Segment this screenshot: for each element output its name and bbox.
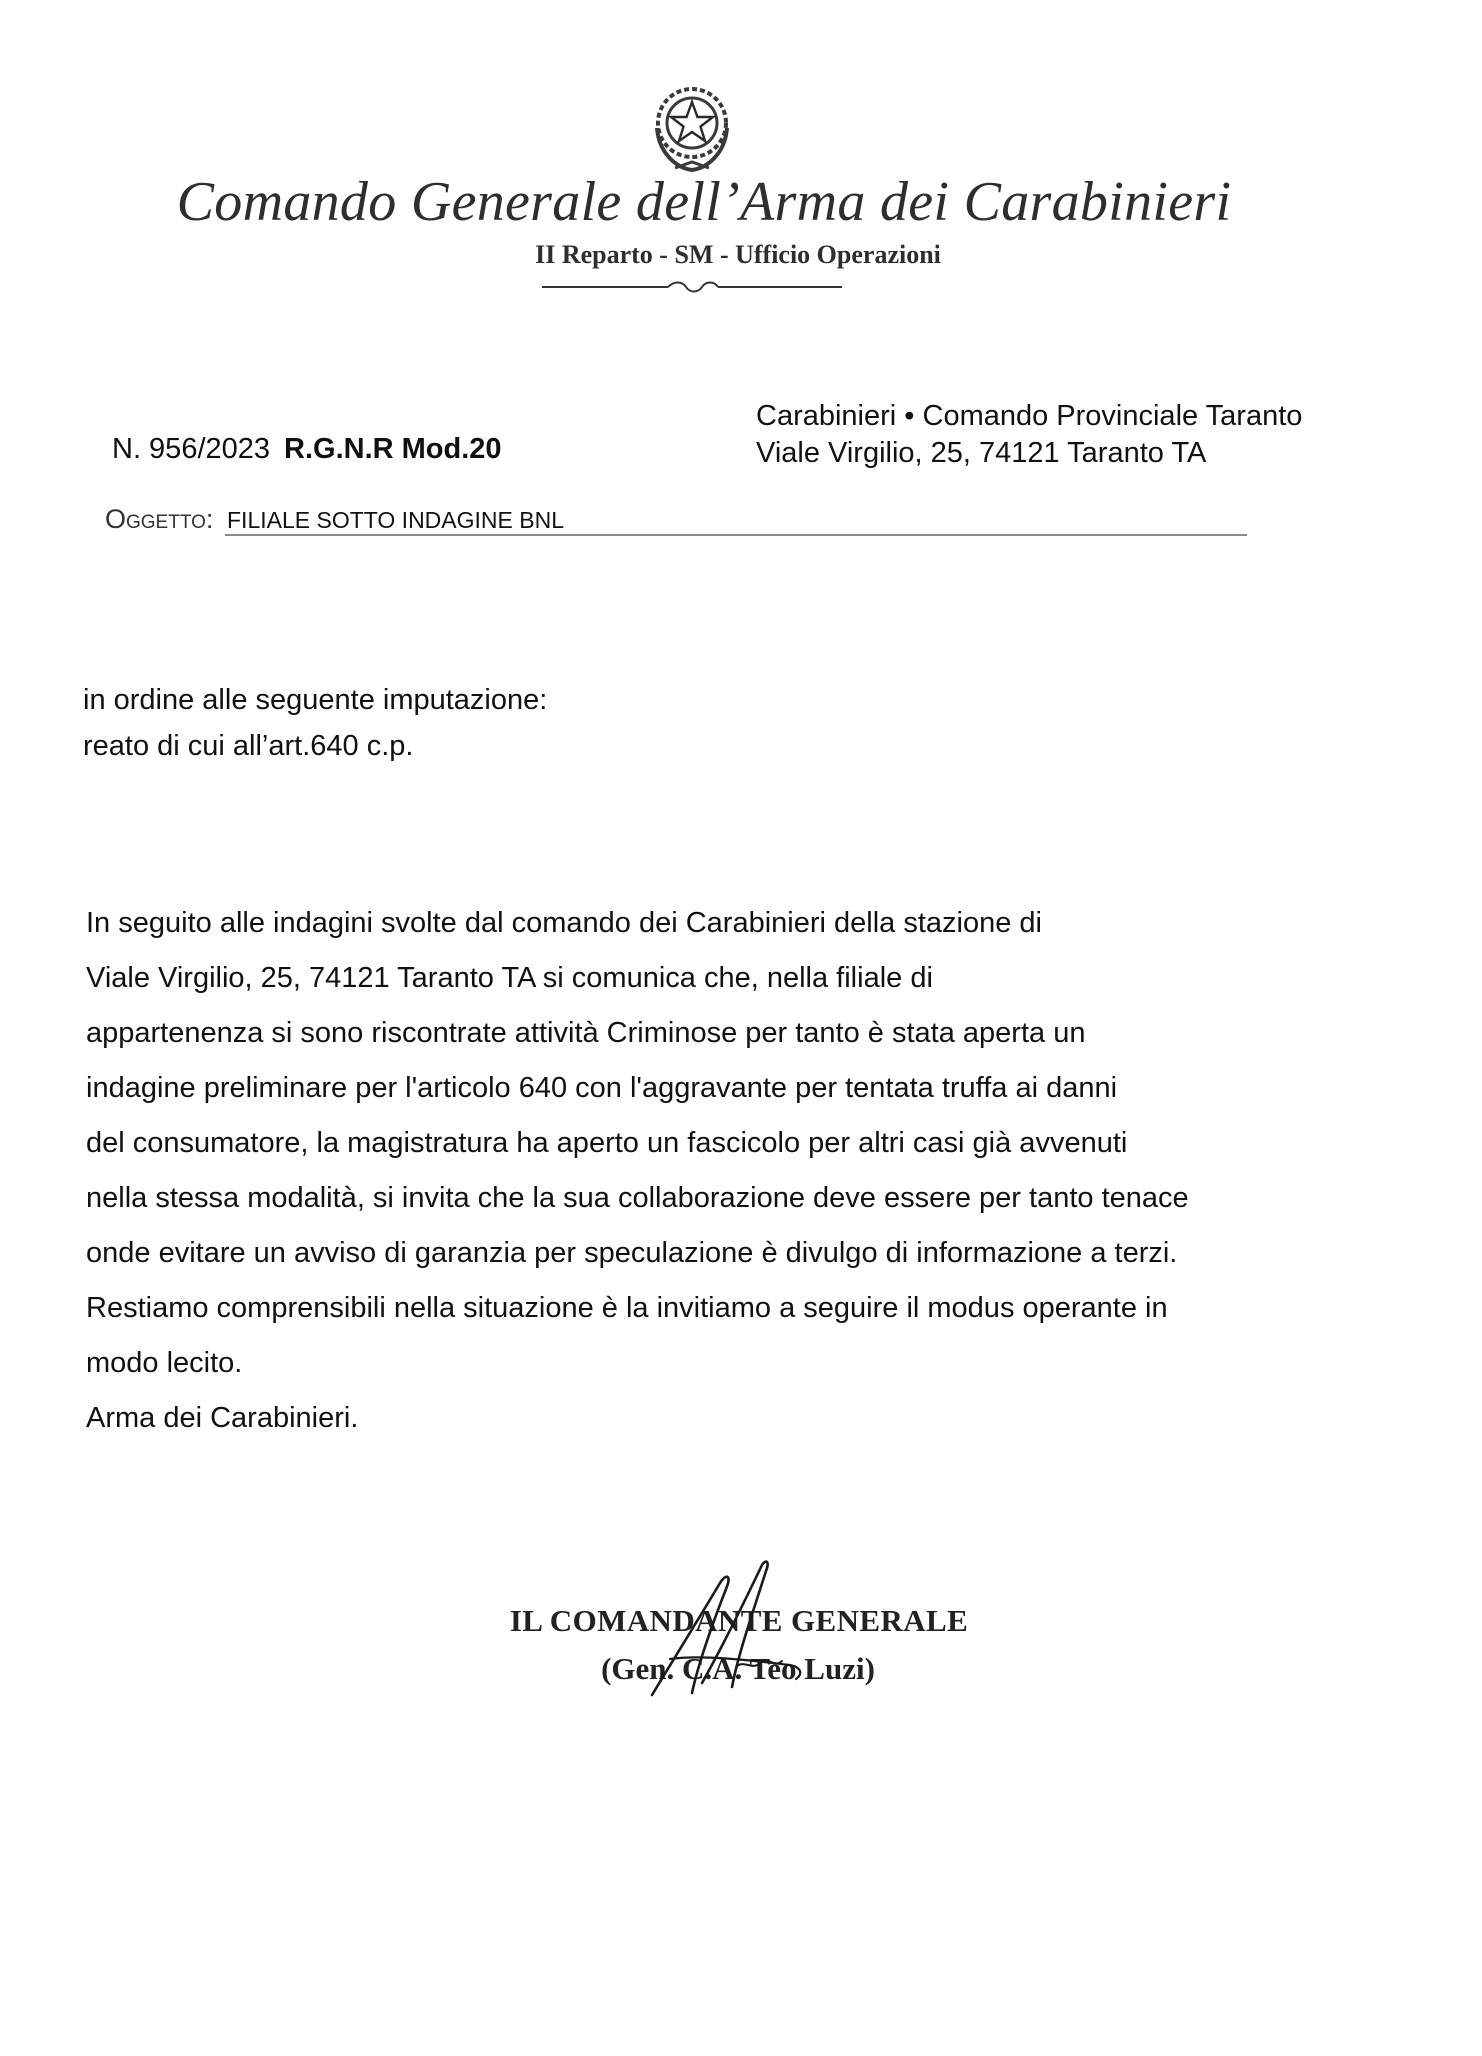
protocol-reference: [112, 433, 502, 466]
body-line: indagine preliminare per l'articolo 640 con l'aggravante per tentata truffa ai danni: [86, 1072, 1118, 1104]
subject-value: FILIALE SOTTO INDAGINE BNL: [227, 507, 564, 533]
header-subtitle: II Reparto - SM - Ufficio Operazioni: [535, 240, 941, 269]
italian-republic-emblem-icon: [647, 76, 737, 176]
body-line: In seguito alle indagini svolte dal comando dei Carabinieri della stazione di: [86, 907, 1042, 939]
body-line: modo lecito.: [86, 1347, 243, 1379]
recipient-line: Viale Virgilio, 25, 74121 Taranto TA: [756, 437, 1207, 469]
handwritten-signature: [640, 1555, 840, 1705]
closing-line: Arma dei Carabinieri.: [86, 1402, 359, 1434]
recipient-line: Carabinieri • Comando Provinciale Taranto: [756, 400, 1303, 432]
subject-row: [105, 504, 1247, 536]
signatory-name: (Gen. C.A. Teo Luzi): [601, 1651, 875, 1686]
body-line: nella stessa modalità, si invita che la sua collaborazione deve essere per tanto tenace: [86, 1182, 1189, 1214]
protocol-code: R.G.N.R Mod.20: [284, 433, 502, 465]
subject-label: Oggetto:: [105, 504, 214, 534]
body-line: Viale Virgilio, 25, 74121 Taranto TA si comunica che, nella filiale di: [86, 962, 933, 994]
letter-body: [86, 896, 1286, 1446]
body-line: onde evitare un avviso di garanzia per speculazione è divulgo di informazione a terzi.: [86, 1237, 1178, 1269]
charge-line: reato di cui all’art.640 c.p.: [83, 730, 414, 762]
subject-underline: [225, 534, 1247, 536]
body-line: del consumatore, la magistratura ha aperto un fascicolo per altri casi già avvenuti: [86, 1127, 1128, 1159]
charge-block: [83, 677, 547, 769]
recipient-address: [756, 398, 1302, 472]
signatory-title: IL COMANDANTE GENERALE: [509, 1603, 969, 1638]
protocol-number: N. 956/2023: [112, 433, 271, 465]
body-line: appartenenza si sono riscontrate attività Criminose per tanto è stata aperta un: [86, 1017, 1086, 1049]
ornamental-divider: [542, 280, 842, 294]
charge-line: in ordine alle seguente imputazione:: [83, 684, 548, 716]
header-title: Comando Generale dell’Arma dei Carabinieri: [176, 171, 1232, 233]
body-line: Restiamo comprensibili nella situazione è la invitiamo a seguire il modus operante in: [86, 1292, 1168, 1324]
